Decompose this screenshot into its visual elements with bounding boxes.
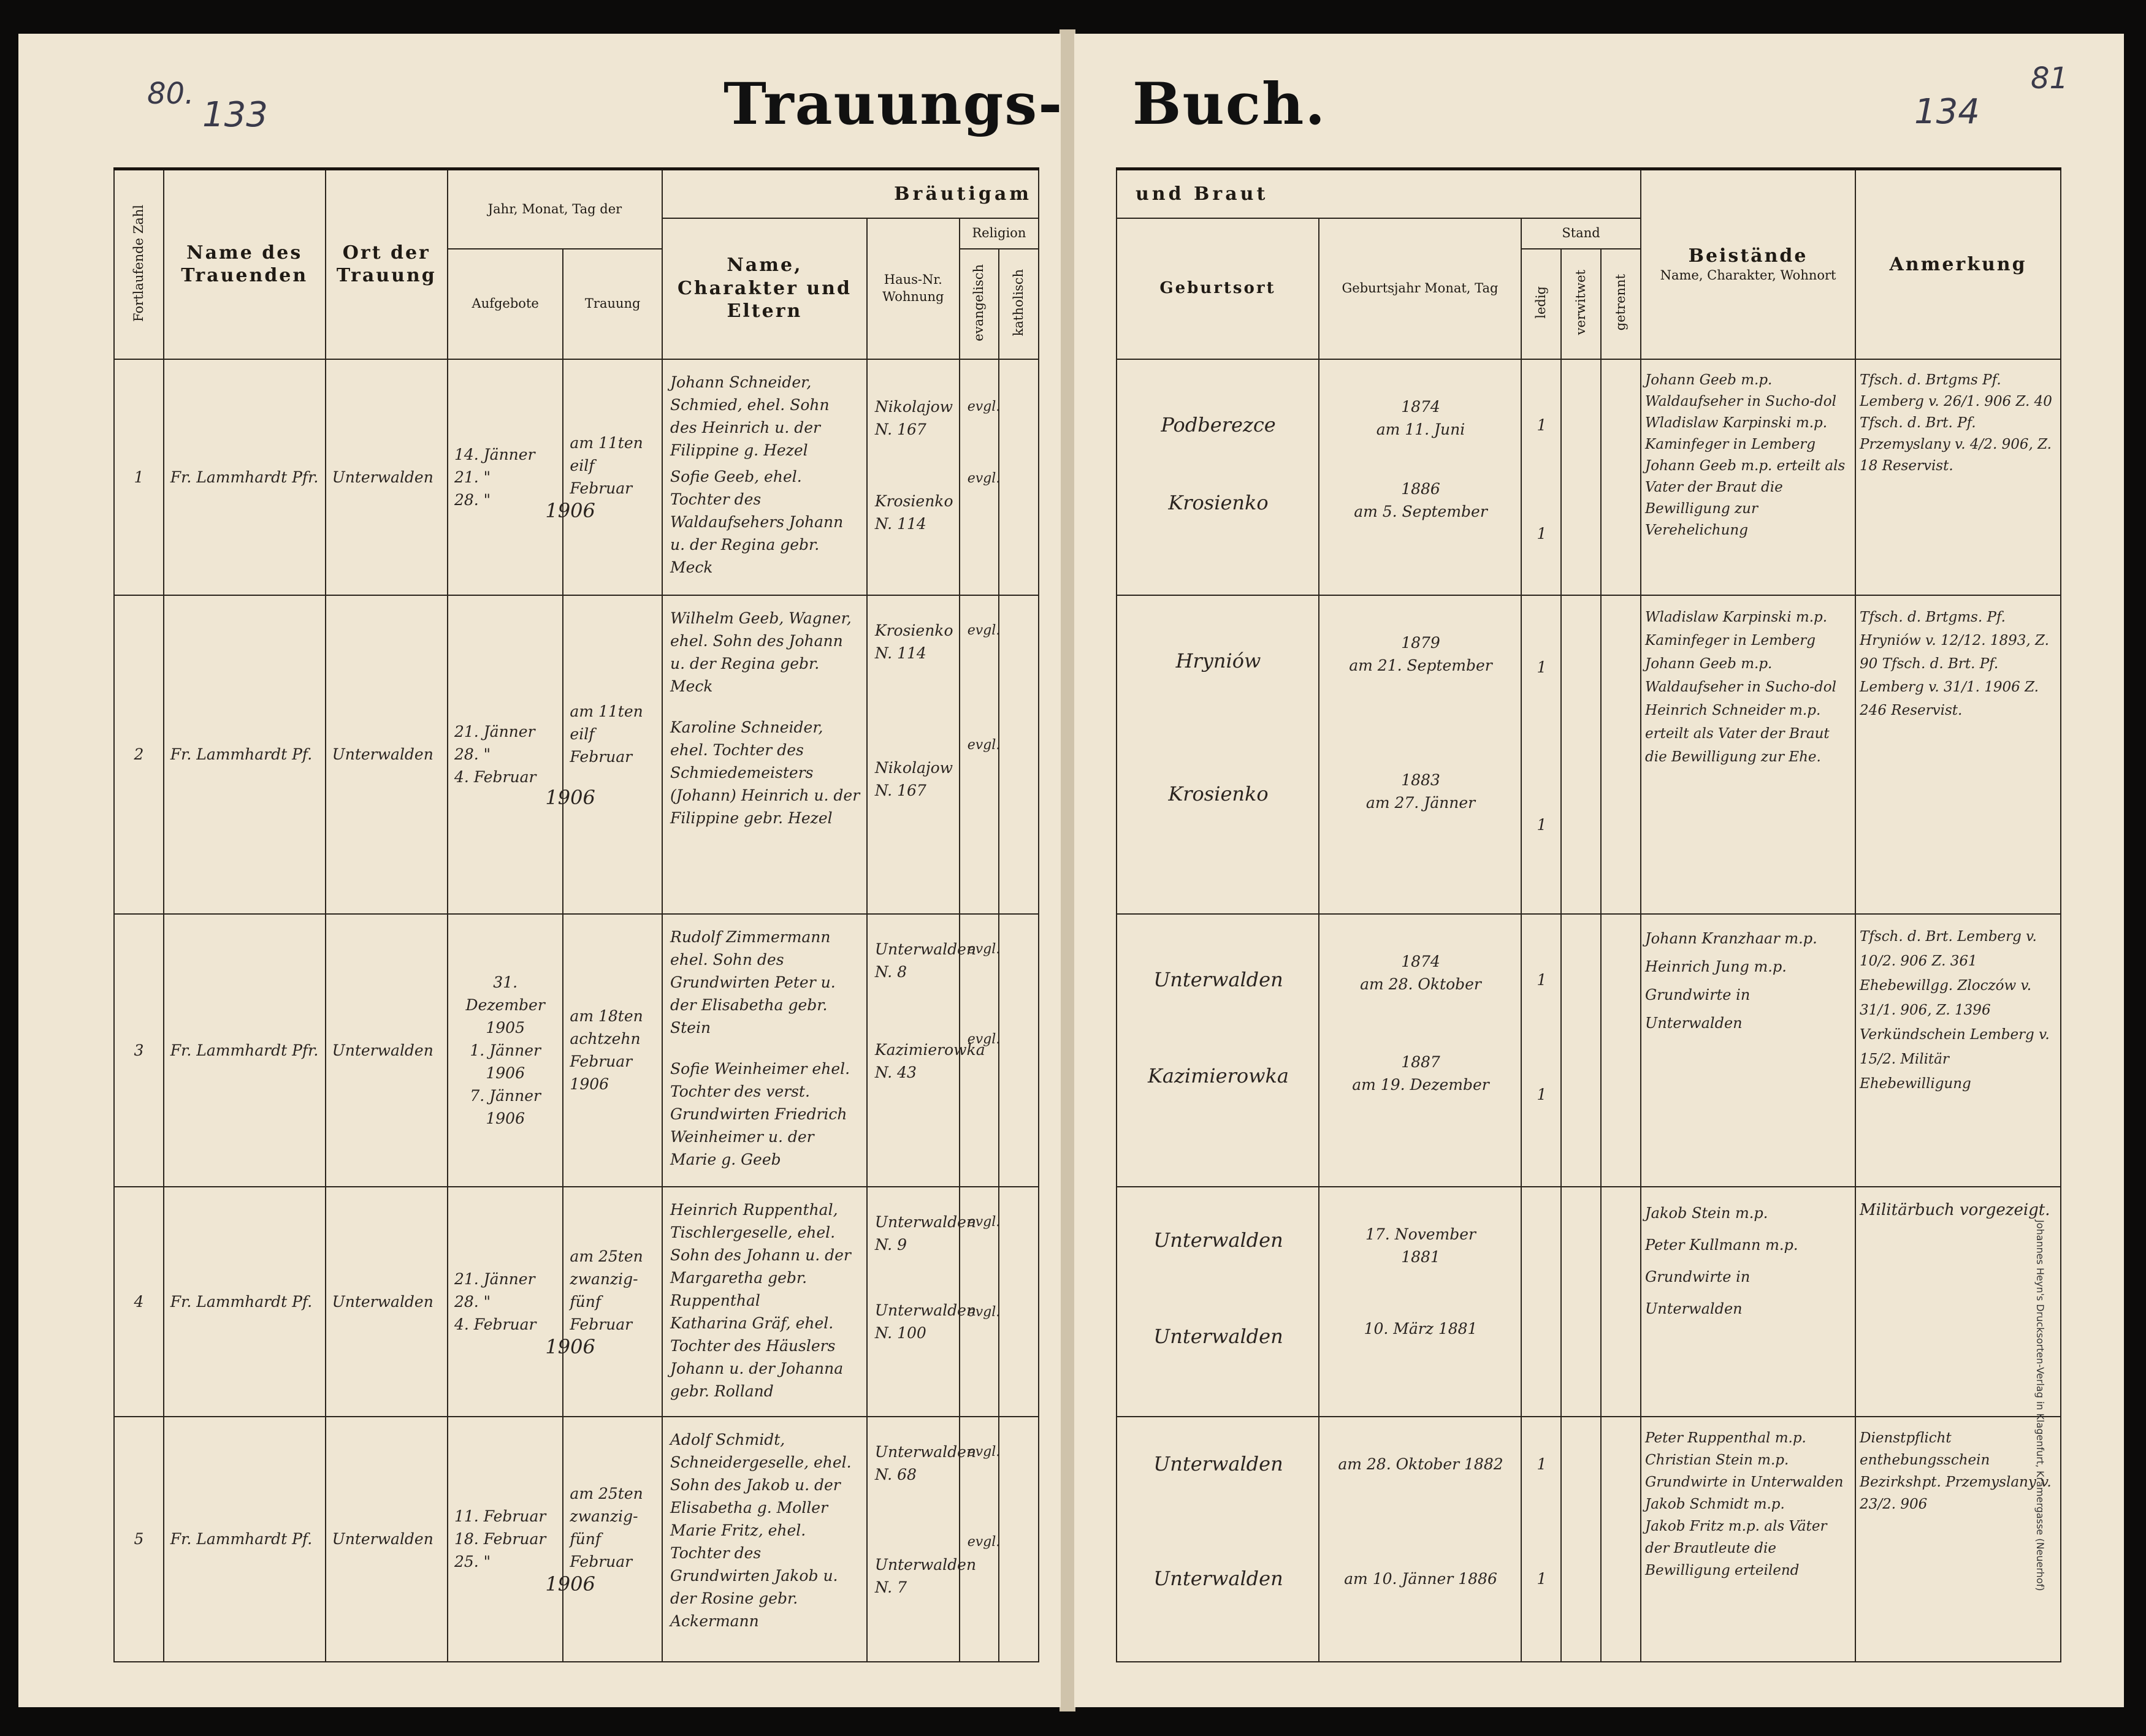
entry-geburtsjahr: 17. November 1881 10. März 1881	[1319, 1187, 1521, 1417]
entry-katholisch	[999, 595, 1039, 914]
col-header-geburtsort: Geburtsort	[1117, 218, 1319, 359]
entry-geburtsort: Unterwalden Unterwalden	[1117, 1187, 1319, 1417]
entry-getrennt	[1601, 359, 1641, 595]
entry-beistaende: Johann Kranzhaar m.p. Heinrich Jung m.p. Grundwirte in Unterwalden	[1641, 914, 1855, 1187]
entry-evangelisch: evgl. evgl.	[960, 359, 999, 595]
entry-geburtsjahr: am 28. Oktober 1882 am 10. Jänner 1886	[1319, 1417, 1521, 1662]
entry-verwitwet	[1561, 1187, 1601, 1417]
bride-house: Nikolajow N. 167	[874, 758, 953, 799]
col-header-und-braut: und Braut	[1117, 169, 1641, 218]
col-header-beistaende-sub: Name, Charakter, Wohnort	[1660, 268, 1836, 283]
table-row	[114, 359, 1039, 595]
entry-evangelisch: evgl. evgl.	[960, 1417, 999, 1662]
col-header-datum-group: Jahr, Monat, Tag der	[448, 169, 662, 249]
table-row	[1117, 595, 2061, 914]
entry-parents	[662, 359, 867, 595]
entry-parents	[662, 595, 867, 914]
col-header-name-trauenden: Name des Trauenden	[164, 169, 326, 359]
entry-number: 2	[114, 595, 164, 914]
col-header-trauung: Trauung	[563, 249, 662, 359]
col-header-name-charakter: Name, Charakter und Eltern	[662, 218, 867, 359]
entry-katholisch	[999, 1417, 1039, 1662]
entry-ledig: 1 1	[1521, 359, 1561, 595]
bride-house: Kazimierowka N. 43	[874, 1040, 985, 1081]
entry-parents	[662, 1187, 867, 1417]
entry-geburtsort: Unterwalden Unterwalden	[1117, 1417, 1319, 1662]
title-left: Trauungs-	[724, 70, 1064, 138]
entry-verwitwet	[1561, 595, 1601, 914]
entry-verwitwet	[1561, 914, 1601, 1187]
col-header-religion: Religion	[960, 218, 1039, 249]
entry-aufgebote: 21. Jänner 28. " 4. Februar	[448, 1187, 563, 1417]
col-header-aufgebote: Aufgebote	[448, 249, 563, 359]
entry-number: 1	[114, 359, 164, 595]
entry-jahr: 1906	[545, 785, 595, 809]
folio-number-left: 133	[202, 95, 268, 135]
entry-haus	[867, 1417, 977, 1662]
entry-haus	[867, 595, 960, 914]
register-table-left	[113, 167, 1039, 1662]
entry-parents	[662, 914, 867, 1187]
entry-katholisch	[999, 914, 1039, 1187]
entry-anmerkung: Militärbuch vorgezeigt.	[1855, 1187, 2061, 1417]
entry-ort: Unterwalden	[326, 595, 448, 914]
col-header-nr: Fortlaufende Zahl	[114, 169, 164, 359]
entry-anmerkung: Tfsch. d. Brtgms Pf. Lemberg v. 26/1. 906 Z. 40 Tfsch. d. Brt. Pf. Przemyslany v. 4/2. 906, Z. 18 Reservist.	[1855, 359, 2061, 595]
entry-anmerkung: Tfsch. d. Brt. Lemberg v. 10/2. 906 Z. 361 Ehebewillgg. Zloczów v. 31/1. 906, Z. 1396 Verkündschein Lemberg v. 15/2. Militär Ehebewilligung	[1855, 914, 2061, 1187]
entry-trauender: Fr. Lammhardt Pfr.	[164, 914, 326, 1187]
entry-trauender: Fr. Lammhardt Pf.	[164, 1417, 326, 1662]
entry-geburtsort: Unterwalden Kazimierowka	[1117, 914, 1319, 1187]
entry-ort: Unterwalden	[326, 1417, 448, 1662]
table-row	[114, 1417, 1039, 1662]
entry-trauung: am 11ten eilf Februar 1906	[563, 359, 662, 595]
right-page	[1074, 34, 2124, 1707]
entry-trauender: Fr. Lammhardt Pf.	[164, 1187, 326, 1417]
col-header-getrennt: getrennt	[1601, 249, 1641, 359]
groom-details: Rudolf Zimmermann ehel. Sohn des Grundwirten Peter u. der Elisabetha gebr. Stein	[670, 927, 836, 1037]
table-row	[114, 1187, 1039, 1417]
printer-imprint: Johannes Heyn's Drucksorten-Verlag in Klagenfurt, Kramergasse (Neuerhof)	[2034, 1220, 2046, 1591]
entry-geburtsjahr: 1874 am 11. Juni 1886 am 5. September	[1319, 359, 1521, 595]
entry-ledig: 1 1	[1521, 595, 1561, 914]
bride-house: Unterwalden N. 100	[874, 1301, 977, 1342]
register-table-right	[1116, 167, 2061, 1662]
entry-trauung: am 25ten zwanzig- fünf Februar 1906	[563, 1187, 662, 1417]
entry-katholisch	[999, 1187, 1039, 1417]
entry-evangelisch: evgl. evgl.	[960, 1187, 999, 1417]
folio-pencil-left: 80.	[147, 77, 194, 111]
entry-aufgebote: 31. Dezember 1905 1. Jänner 1906 7. Jänner 1906	[448, 914, 563, 1187]
entry-parents	[662, 1417, 867, 1662]
entry-haus	[867, 359, 960, 595]
bride-details: Sofie Weinheimer ehel. Tochter des verst. Grundwirten Friedrich Weinheimer u. der Marie g. Geeb	[670, 1059, 850, 1168]
folio-pencil-right: 81	[2031, 61, 2069, 96]
bride-details: Karoline Schneider, ehel. Tochter des Schmiedemeisters (Johann) Heinrich u. der Filippine gebr. Hezel	[670, 718, 860, 827]
bride-details: Sofie Geeb, ehel. Tochter des Waldaufsehers Johann u. der Regina gebr. Meck	[670, 467, 844, 576]
entry-aufgebote: 14. Jänner 21. " 28. "	[448, 359, 563, 595]
entry-ort: Unterwalden	[326, 914, 448, 1187]
col-header-verwitwet: verwitwet	[1561, 249, 1601, 359]
entry-number: 3	[114, 914, 164, 1187]
groom-house: Unterwalden N. 68	[874, 1442, 977, 1483]
left-page	[18, 34, 1064, 1707]
entry-katholisch	[999, 359, 1039, 595]
entry-geburtsjahr: 1874 am 28. Oktober 1887 am 19. Dezember	[1319, 914, 1521, 1187]
groom-details: Heinrich Ruppenthal, Tischlergeselle, ehel. Sohn des Johann u. der Margaretha gebr. Ruppenthal	[670, 1200, 851, 1309]
entry-trauender: Fr. Lammhardt Pfr.	[164, 359, 326, 595]
entry-verwitwet	[1561, 1417, 1601, 1662]
groom-house: Krosienko N. 114	[874, 621, 953, 662]
entry-beistaende: Johann Geeb m.p. Waldaufseher in Sucho-dol Wladislaw Karpinski m.p. Kaminfeger in Lemberg Johann Geeb m.p. erteilt als Vater der Braut die Bewilligung zur Verehelichung	[1641, 359, 1855, 595]
groom-details: Johann Schneider, Schmied, ehel. Sohn des Heinrich u. der Filippine g. Hezel	[670, 373, 830, 459]
entry-ort: Unterwalden	[326, 1187, 448, 1417]
col-header-stand: Stand	[1521, 218, 1641, 249]
entry-getrennt	[1601, 1187, 1641, 1417]
entry-getrennt	[1601, 1417, 1641, 1662]
col-header-evangelisch: evangelisch	[960, 249, 999, 359]
entry-getrennt	[1601, 595, 1641, 914]
table-row	[1117, 1417, 2061, 1662]
col-header-braeutigam: Bräutigam	[662, 169, 1039, 218]
groom-details: Adolf Schmidt, Schneidergeselle, ehel. Sohn des Jakob u. der Elisabetha g. Moller	[670, 1430, 852, 1517]
groom-details: Wilhelm Geeb, Wagner, ehel. Sohn des Johann u. der Regina gebr. Meck	[670, 609, 852, 695]
entry-ledig: 1 1	[1521, 914, 1561, 1187]
entry-ledig: 1 1	[1521, 1417, 1561, 1662]
groom-house: Unterwalden N. 8	[874, 940, 977, 981]
groom-house: Unterwalden N. 9	[874, 1213, 977, 1254]
entry-anmerkung: Dienstpflicht enthebungsschein Bezirkshpt. Przemyslany v. 23/2. 906	[1855, 1417, 2061, 1662]
table-row	[1117, 914, 2061, 1187]
col-header-ort: Ort der Trauung	[326, 169, 448, 359]
entry-number: 4	[114, 1187, 164, 1417]
folio-number-right: 134	[1914, 92, 1980, 132]
entry-beistaende: Peter Ruppenthal m.p. Christian Stein m.p. Grundwirte in Unterwalden Jakob Schmidt m.p. Jakob Fritz m.p. als Väter der Brautleute die Bewilligung erteilend	[1641, 1417, 1855, 1662]
bride-house: Unterwalden N. 7	[874, 1555, 977, 1596]
groom-house: Nikolajow N. 167	[874, 397, 953, 438]
book-gutter	[1060, 29, 1075, 1711]
title-right: Buch.	[1132, 70, 1327, 138]
col-header-katholisch: katholisch	[999, 249, 1039, 359]
entry-trauung: am 11ten eilf Februar 1906	[563, 595, 662, 914]
col-header-geburtsjahr: Geburtsjahr Monat, Tag	[1319, 218, 1521, 359]
entry-getrennt	[1601, 914, 1641, 1187]
entry-jahr: 1906	[545, 499, 595, 522]
entry-trauung: am 25ten zwanzig- fünf Februar 1906	[563, 1417, 662, 1662]
bride-house: Krosienko N. 114	[874, 492, 953, 533]
entry-evangelisch: evgl. evgl.	[960, 914, 999, 1187]
entry-ledig	[1521, 1187, 1561, 1417]
bride-details: Marie Fritz, ehel. Tochter des Grundwirten Jakob u. der Rosine gebr. Ackermann	[670, 1521, 838, 1630]
entry-beistaende: Wladislaw Karpinski m.p. Kaminfeger in Lemberg Johann Geeb m.p. Waldaufseher in Sucho-dol Heinrich Schneider m.p. erteilt als Vater der Braut die Bewilligung zur Ehe.	[1641, 595, 1855, 914]
entry-haus	[867, 1187, 977, 1417]
entry-verwitwet	[1561, 359, 1601, 595]
table-row	[1117, 359, 2061, 595]
entry-ort: Unterwalden	[326, 359, 448, 595]
entry-beistaende: Jakob Stein m.p. Peter Kullmann m.p. Grundwirte in Unterwalden	[1641, 1187, 1855, 1417]
bride-details: Katharina Gräf, ehel. Tochter des Häuslers Johann u. der Johanna gebr. Rolland	[670, 1314, 844, 1400]
table-row	[1117, 1187, 2061, 1417]
entry-anmerkung: Tfsch. d. Brtgms. Pf. Hryniów v. 12/12. 1893, Z. 90 Tfsch. d. Brt. Pf. Lemberg v. 31/1. 1906 Z. 246 Reservist.	[1855, 595, 2061, 914]
col-header-anmerkung: Anmerkung	[1855, 169, 2061, 359]
entry-jahr: 1906	[545, 1572, 595, 1596]
entry-jahr: 1906	[545, 1334, 595, 1358]
entry-number: 5	[114, 1417, 164, 1662]
entry-evangelisch: evgl. evgl.	[960, 595, 999, 914]
col-header-ledig: ledig	[1521, 249, 1561, 359]
col-header-beistaende: Beistände Name, Charakter, Wohnort	[1641, 169, 1855, 359]
entry-aufgebote: 11. Februar 18. Februar 25. "	[448, 1417, 563, 1662]
entry-geburtsort: Hryniów Krosienko	[1117, 595, 1319, 914]
col-header-haus-nr: Haus-Nr. Wohnung	[867, 218, 960, 359]
entry-trauung: am 18ten achtzehn Februar 1906	[563, 914, 662, 1187]
entry-geburtsort: Podberezce Krosienko	[1117, 359, 1319, 595]
entry-trauender: Fr. Lammhardt Pf.	[164, 595, 326, 914]
entry-aufgebote: 21. Jänner 28. " 4. Februar	[448, 595, 563, 914]
table-row	[114, 595, 1039, 914]
table-row	[114, 914, 1039, 1187]
entry-geburtsjahr: 1879 am 21. September 1883 am 27. Jänner	[1319, 595, 1521, 914]
